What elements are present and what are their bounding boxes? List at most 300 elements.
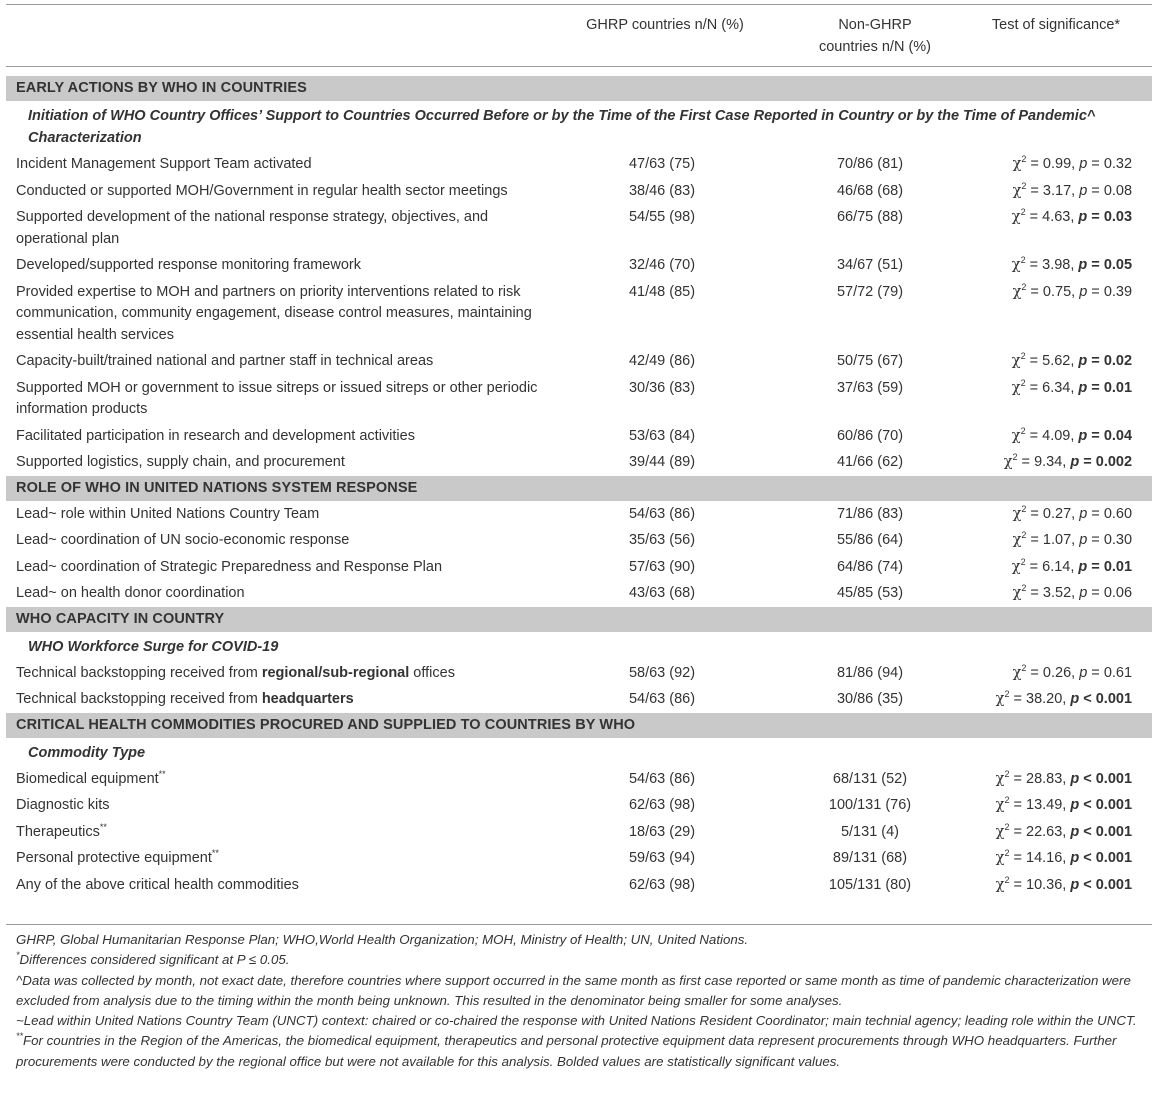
p-value-group <box>1070 454 1132 470</box>
p-equals: = <box>1079 454 1096 470</box>
table-row <box>6 845 1152 872</box>
non-ghrp-value: 105/131 (80) <box>828 876 912 893</box>
table-row <box>6 554 1152 581</box>
row-label <box>6 527 554 554</box>
separator: , <box>1070 353 1079 369</box>
ghrp-value: 54/63 (86) <box>628 505 696 522</box>
p-value-group <box>1079 183 1132 199</box>
section-header-capacity <box>6 607 1152 632</box>
chi-value: 5.62 <box>1042 353 1071 369</box>
p-value: 0.06 <box>1103 585 1133 601</box>
chi-value: 0.26 <box>1042 664 1072 681</box>
table-row <box>6 686 1152 713</box>
p-value-group <box>1079 284 1132 300</box>
chi-symbol: χ <box>995 823 1005 840</box>
p-value: < 0.001 <box>1083 770 1133 787</box>
ghrp-value: 58/63 (92) <box>628 664 696 681</box>
table-body <box>6 76 1152 898</box>
p-value: 0.002 <box>1095 454 1133 470</box>
chi-value: 4.63 <box>1042 209 1071 225</box>
p-equals: = <box>1087 532 1104 548</box>
significance-cell <box>952 845 1152 872</box>
row-label-text: Lead~ role within United Nations Country Team <box>16 505 320 522</box>
ghrp-value: 35/63 (56) <box>628 532 696 548</box>
chi-value: 38.20 <box>1026 691 1063 707</box>
table-row <box>6 501 1152 528</box>
p-symbol: p <box>1079 532 1088 548</box>
separator: , <box>1071 283 1080 300</box>
row-label-text: Therapeutics <box>16 823 100 840</box>
separator: , <box>1062 770 1071 787</box>
p-value-group <box>1078 559 1132 575</box>
equals-sign: = <box>1009 876 1026 893</box>
chi-value: 28.83 <box>1026 770 1063 787</box>
ghrp-value: 30/36 (83) <box>628 379 696 396</box>
p-equals: = <box>1087 353 1104 369</box>
chi-symbol: χ <box>1011 379 1021 396</box>
p-symbol: p <box>1078 209 1088 225</box>
separator: , <box>1062 850 1071 866</box>
chi-symbol: χ <box>995 797 1005 813</box>
table-row <box>6 279 1152 349</box>
equals-sign: = <box>1026 532 1043 548</box>
ghrp-value: 62/63 (98) <box>628 876 696 893</box>
separator: , <box>1071 664 1080 681</box>
p-value-group <box>1078 209 1132 225</box>
table-row <box>6 792 1152 819</box>
equals-sign: = <box>1009 691 1026 707</box>
table-row <box>6 527 1152 554</box>
significance-cell <box>952 872 1152 899</box>
equals-sign: = <box>1025 209 1043 225</box>
row-label-text: Supported MOH or government to issue sitreps or issued sitreps or other periodic information products <box>16 379 538 417</box>
chi-symbol: χ <box>995 691 1005 707</box>
p-value-group <box>1079 156 1132 172</box>
chi-symbol: χ <box>1011 427 1021 444</box>
row-label-text: Personal protective equipment <box>16 850 212 866</box>
chi-value: 3.98 <box>1042 257 1071 273</box>
equals-sign: = <box>1009 797 1026 813</box>
subsection-title: WHO Workforce Surge for COVID-19 <box>28 638 279 655</box>
chi-value: 4.09 <box>1042 427 1071 444</box>
significance-cell <box>952 527 1152 554</box>
row-label-bold: headquarters <box>261 691 354 707</box>
row-label-text: Supported logistics, supply chain, and procurement <box>16 454 345 470</box>
row-label <box>6 872 554 899</box>
table-row <box>6 660 1152 687</box>
chi-value: 0.27 <box>1042 505 1072 522</box>
chi-value: 6.34 <box>1042 379 1071 396</box>
chi-symbol: χ <box>1012 156 1022 172</box>
chi-power: 2 <box>1004 848 1010 858</box>
row-label-text: Lead~ on health donor coordination <box>16 585 245 601</box>
footnote-rule <box>6 924 1152 925</box>
significance-cell <box>952 375 1152 423</box>
header-non-ghrp <box>790 14 960 58</box>
p-value: < 0.001 <box>1083 691 1133 707</box>
significance-cell <box>952 580 1152 607</box>
table-row <box>6 580 1152 607</box>
p-symbol: p <box>1078 558 1088 575</box>
header-significance: Test of significance* <box>991 17 1121 33</box>
equals-sign: = <box>1025 558 1043 575</box>
p-value-group <box>1070 877 1132 893</box>
chi-value: 10.36 <box>1026 876 1063 893</box>
non-ghrp-value: 57/72 (79) <box>836 283 904 300</box>
significance-cell <box>952 279 1152 349</box>
significance-cell <box>952 449 1152 476</box>
separator: , <box>1071 156 1080 172</box>
equals-sign: = <box>1009 823 1026 840</box>
ghrp-value: 42/49 (86) <box>628 353 696 369</box>
equals-sign: = <box>1025 353 1043 369</box>
non-ghrp-value: 70/86 (81) <box>836 156 904 172</box>
non-ghrp-value: 5/131 (4) <box>840 823 900 840</box>
p-value: 0.39 <box>1103 283 1133 300</box>
separator: , <box>1062 691 1071 707</box>
separator: , <box>1071 505 1080 522</box>
row-label-text: Supported development of the national response strategy, objectives, and operational plan <box>16 209 489 247</box>
p-value: 0.60 <box>1103 505 1133 522</box>
separator: , <box>1071 182 1080 199</box>
p-equals: = <box>1087 379 1104 396</box>
p-value: 0.02 <box>1103 353 1133 369</box>
p-symbol: p <box>1078 427 1088 444</box>
subsection-title: Initiation of WHO Country Offices’ Support to Countries Occurred Before or by the Time of the First Case Reported in Country or by the Time of Pandemic^ Characterization <box>28 108 1096 146</box>
data-table <box>6 76 1152 898</box>
row-label <box>6 178 554 205</box>
non-ghrp-value: 34/67 (51) <box>836 257 904 273</box>
significance-cell <box>952 151 1152 178</box>
ghrp-value: 47/63 (75) <box>628 156 696 172</box>
ghrp-value: 57/63 (90) <box>628 558 696 575</box>
section-title: CRITICAL HEALTH COMMODITIES PROCURED AND SUPPLIED TO COUNTRIES BY WHO <box>6 713 1152 738</box>
non-ghrp-value: 64/86 (74) <box>836 558 904 575</box>
subsection-header-early <box>6 101 1152 151</box>
significance-cell <box>952 554 1152 581</box>
table-row <box>6 375 1152 423</box>
table-row <box>6 872 1152 899</box>
row-label <box>6 766 554 793</box>
p-value: 0.03 <box>1103 209 1133 225</box>
p-value-group <box>1078 380 1132 396</box>
row-label-text: Lead~ coordination of UN socio-economic response <box>16 532 350 548</box>
row-label-text: Conducted or supported MOH/Government in regular health sector meetings <box>16 182 508 199</box>
non-ghrp-value: 37/63 (59) <box>836 379 904 396</box>
equals-sign: = <box>1026 585 1043 601</box>
significance-cell <box>952 686 1152 713</box>
non-ghrp-value: 55/86 (64) <box>836 532 904 548</box>
separator: , <box>1062 876 1071 893</box>
row-label <box>6 580 554 607</box>
chi-symbol: χ <box>1012 505 1022 522</box>
p-symbol: p <box>1079 283 1088 300</box>
p-symbol: p <box>1079 664 1088 681</box>
chi-value: 14.16 <box>1026 850 1063 866</box>
row-label <box>6 204 554 252</box>
row-label-text: Developed/supported response monitoring framework <box>16 257 361 273</box>
ghrp-value: 54/63 (86) <box>628 770 696 787</box>
separator: , <box>1071 585 1080 601</box>
p-value: 0.08 <box>1103 182 1133 199</box>
chi-value: 22.63 <box>1026 823 1063 840</box>
p-symbol: p <box>1070 770 1080 787</box>
p-value-group <box>1078 353 1132 369</box>
p-equals: = <box>1087 585 1104 601</box>
chi-symbol: χ <box>1012 283 1022 300</box>
significance-cell <box>952 204 1152 252</box>
p-equals: = <box>1087 182 1104 199</box>
equals-sign: = <box>1025 427 1043 444</box>
p-value-group <box>1079 585 1132 601</box>
p-equals: = <box>1087 664 1104 681</box>
p-value: 0.01 <box>1103 379 1133 396</box>
significance-cell <box>952 252 1152 279</box>
section-header-role <box>6 476 1152 501</box>
section-title: WHO CAPACITY IN COUNTRY <box>6 607 1152 632</box>
row-label <box>6 449 554 476</box>
p-value-group <box>1079 665 1132 681</box>
chi-symbol: χ <box>1011 353 1021 369</box>
significance-cell <box>952 348 1152 375</box>
chi-power: 2 <box>1021 503 1027 514</box>
equals-sign: = <box>1009 770 1026 787</box>
chi-power: 2 <box>1020 255 1026 265</box>
chi-power: 2 <box>1020 425 1026 436</box>
chi-power: 2 <box>1021 281 1027 292</box>
row-label-text: Any of the above critical health commodities <box>16 876 299 893</box>
non-ghrp-value: 100/131 (76) <box>828 797 912 813</box>
separator: , <box>1070 558 1079 575</box>
chi-symbol: χ <box>1012 664 1022 681</box>
chi-power: 2 <box>1021 662 1027 673</box>
chi-value: 1.07 <box>1042 532 1072 548</box>
row-label <box>6 686 554 713</box>
chi-value: 0.99 <box>1042 156 1072 172</box>
ghrp-value: 32/46 (70) <box>628 257 696 273</box>
p-value: 0.32 <box>1103 156 1133 172</box>
header-non-ghrp-line2: countries n/N (%) <box>818 39 931 55</box>
p-value: < 0.001 <box>1083 823 1133 840</box>
table-row <box>6 819 1152 846</box>
chi-value: 0.75 <box>1042 283 1072 300</box>
non-ghrp-value: 50/75 (67) <box>836 353 904 369</box>
separator: , <box>1070 257 1079 273</box>
non-ghrp-value: 71/86 (83) <box>836 505 904 522</box>
ghrp-value: 43/63 (68) <box>628 585 696 601</box>
separator: , <box>1062 454 1071 470</box>
p-value-group <box>1070 824 1132 840</box>
p-equals: = <box>1087 283 1104 300</box>
table-row <box>6 423 1152 450</box>
p-symbol: p <box>1070 823 1080 840</box>
non-ghrp-value: 46/68 (68) <box>836 182 904 199</box>
top-rule <box>6 4 1152 5</box>
p-symbol: p <box>1079 182 1088 199</box>
chi-symbol: χ <box>995 850 1005 866</box>
significance-cell <box>952 501 1152 528</box>
p-value-group <box>1070 797 1132 813</box>
footnotes <box>16 930 1154 1072</box>
p-equals: = <box>1087 427 1104 444</box>
chi-value: 13.49 <box>1026 797 1063 813</box>
p-value: < 0.001 <box>1083 876 1133 893</box>
non-ghrp-value: 66/75 (88) <box>836 209 904 225</box>
footnote-caret: ^Data was collected by month, not exact date, therefore countries where support occurred in the same month as first case reported or same month as time of pandemic characterization were excluded from analysis due to the timing within the month being unknown. This resulted in the denominator being smaller for some analyses. <box>16 972 1131 1008</box>
p-symbol: p <box>1078 257 1088 273</box>
row-label-text: Incident Management Support Team activated <box>16 156 312 172</box>
chi-value: 3.52 <box>1042 585 1072 601</box>
header-ghrp: GHRP countries n/N (%) <box>586 17 744 33</box>
equals-sign: = <box>1017 454 1035 470</box>
row-label-suffix: offices <box>409 664 455 681</box>
table-row <box>6 178 1152 205</box>
separator: , <box>1070 379 1079 396</box>
chi-power: 2 <box>1021 583 1027 593</box>
non-ghrp-value: 41/66 (62) <box>836 454 904 470</box>
chi-symbol: χ <box>1011 209 1021 225</box>
row-label-bold: regional/sub-regional <box>261 664 410 681</box>
chi-symbol: χ <box>995 876 1005 893</box>
row-label <box>6 845 554 872</box>
row-label <box>6 348 554 375</box>
non-ghrp-value: 30/86 (35) <box>836 691 904 707</box>
subsection-title: Commodity Type <box>28 744 146 761</box>
chi-value: 6.14 <box>1042 558 1071 575</box>
equals-sign: = <box>1026 182 1043 199</box>
table-row <box>6 766 1152 793</box>
chi-power: 2 <box>1004 874 1010 885</box>
footnote-double-star: **For countries in the Region of the Americas, the biomedical equipment, therapeutics and personal protective equipment data represent procurements through WHO headquarters. Further procurements were conducted by the regional office but were not available for this analysis. Bolded values are statistically significant values. <box>16 1031 1117 1069</box>
chi-power: 2 <box>1012 452 1018 462</box>
non-ghrp-value: 81/86 (94) <box>836 664 904 681</box>
ghrp-value: 62/63 (98) <box>628 797 696 813</box>
p-equals: = <box>1087 558 1104 575</box>
row-label <box>6 792 554 819</box>
separator: , <box>1070 209 1079 225</box>
significance-cell <box>952 660 1152 687</box>
significance-cell <box>952 178 1152 205</box>
row-label-mark: ** <box>211 848 219 858</box>
table-row <box>6 204 1152 252</box>
header-rule <box>6 66 1152 67</box>
footnote-star: *Differences considered significant at P ≤ 0.05. <box>16 950 290 968</box>
section-header-commodities <box>6 713 1152 738</box>
row-label-prefix: Technical backstopping received from <box>16 664 262 681</box>
row-label <box>6 554 554 581</box>
row-label-mark: ** <box>158 768 166 779</box>
equals-sign: = <box>1025 257 1043 273</box>
equals-sign: = <box>1026 156 1043 172</box>
p-value-group <box>1078 428 1132 444</box>
p-equals: = <box>1087 209 1104 225</box>
equals-sign: = <box>1025 379 1043 396</box>
p-value: 0.04 <box>1103 427 1133 444</box>
p-symbol: p <box>1078 353 1088 369</box>
table-row <box>6 252 1152 279</box>
non-ghrp-value: 60/86 (70) <box>836 427 904 444</box>
chi-symbol: χ <box>1011 257 1021 273</box>
equals-sign: = <box>1026 283 1043 300</box>
p-value-group <box>1070 850 1132 866</box>
p-symbol: p <box>1079 156 1088 172</box>
chi-power: 2 <box>1004 821 1010 832</box>
section-title: EARLY ACTIONS BY WHO IN COUNTRIES <box>6 76 1152 101</box>
ghrp-value: 41/48 (85) <box>628 283 696 300</box>
p-value-group <box>1079 506 1132 522</box>
p-equals: = <box>1087 156 1104 172</box>
table-row <box>6 348 1152 375</box>
subsection-header-capacity <box>6 632 1152 660</box>
p-symbol: p <box>1070 454 1080 470</box>
chi-power: 2 <box>1004 768 1010 779</box>
section-header-early <box>6 76 1152 101</box>
chi-power: 2 <box>1004 689 1010 699</box>
p-value: 0.01 <box>1103 558 1133 575</box>
chi-value: 9.34 <box>1034 454 1063 470</box>
equals-sign: = <box>1026 505 1043 522</box>
p-value-group <box>1078 257 1132 273</box>
separator: , <box>1071 532 1080 548</box>
ghrp-value: 38/46 (83) <box>628 182 696 199</box>
row-label-prefix: Technical backstopping received from <box>16 691 262 707</box>
row-label <box>6 423 554 450</box>
row-label-mark: ** <box>99 821 107 832</box>
row-label <box>6 279 554 349</box>
row-label <box>6 252 554 279</box>
chi-power: 2 <box>1020 377 1026 388</box>
p-value: 0.30 <box>1103 532 1133 548</box>
row-label <box>6 375 554 423</box>
chi-symbol: χ <box>1012 585 1022 601</box>
separator: , <box>1062 823 1071 840</box>
section-title: ROLE OF WHO IN UNITED NATIONS SYSTEM RESPONSE <box>6 476 1152 501</box>
chi-power: 2 <box>1004 795 1010 805</box>
significance-cell <box>952 792 1152 819</box>
chi-symbol: χ <box>1011 558 1021 575</box>
p-equals: = <box>1087 505 1104 522</box>
footnote-abbrev: GHRP, Global Humanitarian Response Plan; WHO,World Health Organization; MOH, Ministry of Health; UN, United Nations. <box>16 932 749 947</box>
p-symbol: p <box>1070 876 1080 893</box>
p-value: 0.61 <box>1103 664 1133 681</box>
row-label-text: Facilitated participation in research and development activities <box>16 427 415 444</box>
chi-symbol: χ <box>1012 532 1022 548</box>
non-ghrp-value: 45/85 (53) <box>836 585 904 601</box>
p-symbol: p <box>1079 585 1088 601</box>
ghrp-value: 54/63 (86) <box>628 691 696 707</box>
p-value-group <box>1070 771 1132 787</box>
row-label <box>6 501 554 528</box>
separator: , <box>1070 427 1079 444</box>
chi-power: 2 <box>1021 530 1027 540</box>
table-row <box>6 449 1152 476</box>
significance-cell <box>952 819 1152 846</box>
subsection-header-commodities <box>6 738 1152 766</box>
chi-symbol: χ <box>1012 182 1022 199</box>
p-value: < 0.001 <box>1083 850 1133 866</box>
row-label-text: Biomedical equipment <box>16 770 159 787</box>
non-ghrp-value: 89/131 (68) <box>832 850 908 866</box>
p-value-group <box>1070 691 1132 707</box>
chi-power: 2 <box>1021 154 1027 164</box>
ghrp-value: 18/63 (29) <box>628 823 696 840</box>
ghrp-value: 53/63 (84) <box>628 427 696 444</box>
chi-power: 2 <box>1020 556 1026 567</box>
chi-power: 2 <box>1020 351 1026 361</box>
p-equals: = <box>1087 257 1104 273</box>
header-non-ghrp-line1: Non-GHRP <box>838 17 912 33</box>
footnote-tilde: ~Lead within United Nations Country Team (UNCT) context: chaired or co-chaired the response with United Nations Resident Coordinator; main technial agency; leading role within the UNCT. <box>16 1013 1137 1029</box>
